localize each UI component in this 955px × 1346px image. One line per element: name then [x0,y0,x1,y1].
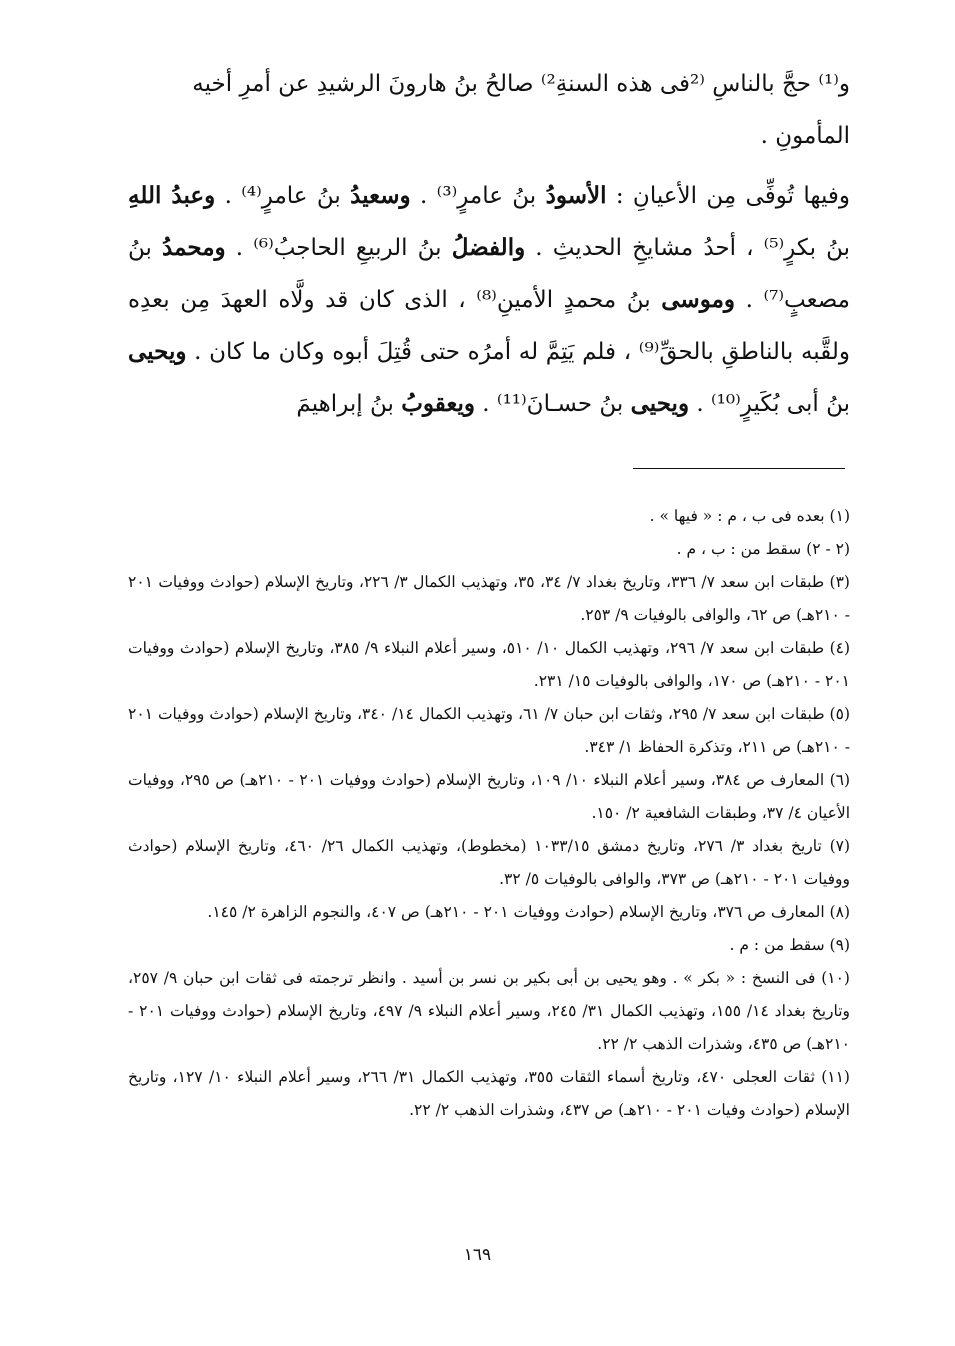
footnote-4: (٤) طبقات ابن سعد ٧/ ٢٩٦، وتهذيب الكمال ١٠/ ٥١٠، وسير أعلام النبلاء ٩/ ٣٨٥، وتاريخ الإسلام (حوادث ووفيات ٢٠١ - ٢١٠هـ) ص ١٧٠، والوافى بالوفيات ١٥/ ٢٣١. [128,639,851,690]
footnote-8: (٨) المعارف ص ٣٧٦، وتاريخ الإسلام (حوادث ووفيات ٢٠١ - ٢١٠هـ) ص ٤٠٧، والنجوم الزاهرة ٢/ ١٤٥. [207,903,850,921]
entry-text: بنُ حسـانَ⁽¹¹⁾ . [474,391,631,417]
entry-text: بنُ مصعبٍ⁽⁷⁾ . [128,235,850,313]
entry-text: بنُ الربيعِ الحاجبُ⁽⁶⁾ . [225,235,452,261]
para1-line2: المأمونِ . [760,123,850,149]
paragraph-deaths [128,170,850,430]
entry-text: بنُ عامرٍ⁽³⁾ . [410,183,546,209]
footnote-2: (٢ - ٢) سقط من : ب ، م . [676,540,850,558]
person-name: ومحمدُ [162,234,226,261]
person-name: الأسودُ [545,182,607,209]
page-number: ١٦٩ [463,1245,492,1265]
footnote-6: (٦) المعارف ص ٣٨٤، وسير أعلام النبلاء ١٠/ ١٠٩، وتاريخ الإسلام (حوادث ووفيات ٢٠١ - ٢١٠هـ) ص ٢٩٥، ووفيات الأعيان ٤/ ٣٧، وطبقات الشافعية ٢/ ١٥٠. [128,771,851,822]
footnotes-section [128,500,850,1127]
deaths-intro: وفيها تُوفِّى مِن الأعيانِ : [606,183,850,209]
footnote-10: (١٠) فى النسخ : « بكر » . وهو يحيى بن أبى بكير بن نسر بن أسيد . وانظر ترجمته فى ثقات ابن حبان ٩/ ٢٥٧، وتاريخ بغداد ١٤/ ١٥٥، وتهذيب الكمال ٣١/ ٢٤٥، وسير أعلام النبلاء ٩/ ٤٩٧، وتاريخ الإسلام (حوادث ووفيات ٢٠١ - ٢١٠هـ) ص ٤٣٥، وشذرات الذهب ٢/ ٢٢. [128,969,851,1053]
entry-text: بنُ محمدٍ الأمينِ⁽⁸⁾ ، الذى كان قد ولَّاه العهدَ مِن بعدِه ولقَّبه بالناطقِ بالحقِّ⁽⁹⁾ ، فلم يَتِمَّ له أمرُه حتى قُتِلَ أبوه وكان ما كان . [128,287,850,365]
entry-text: بنُ إبراهيمَ [296,391,402,417]
person-name: ويحيى [128,338,187,365]
main-text-body [128,58,850,430]
footnote-9: (٩) سقط من : م . [729,936,850,954]
footnote-divider [633,468,845,469]
footnote-11: (١١) ثقات العجلى ٤٧٠، وتاريخ أسماء الثقات ٣٥٥، وتهذيب الكمال ٣١/ ٢٦٦، وسير أعلام النبلاء ١٠/ ١٢٧، وتاريخ الإسلام (حوادث وفيات ٢٠١ - ٢١٠هـ) ص ٤٣٧، وشذرات الذهب ٢/ ٢٢. [128,1068,850,1119]
person-name: وعبدُ اللهِ [128,182,216,209]
entry-text: بنُ أبى بُكَيرٍ⁽¹⁰⁾ . [689,391,850,417]
footnote-3: (٣) طبقات ابن سعد ٧/ ٣٣٦، وتاريخ بغداد ٧/ ٣٤، ٣٥، وتهذيب الكمال ٣/ ٢٢٦، وتاريخ الإسلام (حوادث ووفيات ٢٠١ - ٢١٠هـ) ص ٦٢، والوافى بالوفيات ٩/ ٢٥٣. [128,573,850,624]
footnote-1: (١) بعده فى ب ، م : « فيها » . [649,507,850,525]
footnote-7: (٧) تاريخ بغداد ٣/ ٢٧٦، وتاريخ دمشق ١٠٣٣/١٥ (مخطوط)، وتهذيب الكمال ٢٦/ ٤٦٠، وتاريخ الإسلام (حوادث ووفيات ٢٠١ - ٢١٠هـ) ص ٣٧٣، والوافى بالوفيات ٥/ ٣٢. [128,837,851,888]
para1-line1: و⁽¹⁾ حجَّ بالناسِ ⁽²فى هذه السنةِ²⁾ صالحُ بنُ هارونَ الرشيدِ عن أمرِ أخيه [192,71,850,97]
person-name: ويحيى [630,390,690,417]
person-name: وسعيدُ [350,182,411,209]
entry-text: بنُ بكرٍ⁽⁵⁾ ، أحدُ مشايخِ الحديثِ . [525,235,850,261]
person-name: وموسى [661,286,736,313]
person-name: والفضلُ [451,234,526,261]
entry-text: بنُ عامرٍ⁽⁴⁾ . [215,183,351,209]
person-name: ويعقوبُ [401,390,475,417]
footnote-5: (٥) طبقات ابن سعد ٧/ ٢٩٥، وثقات ابن حبان ٧/ ٦١، وتهذيب الكمال ١٤/ ٣٤٠، وتاريخ الإسلام (حوادث ووفيات ٢٠١ - ٢١٠هـ) ص ٢١١، وتذكرة الحفاظ ١/ ٣٤٣. [128,705,850,756]
paragraph-pilgrimage [128,58,850,162]
